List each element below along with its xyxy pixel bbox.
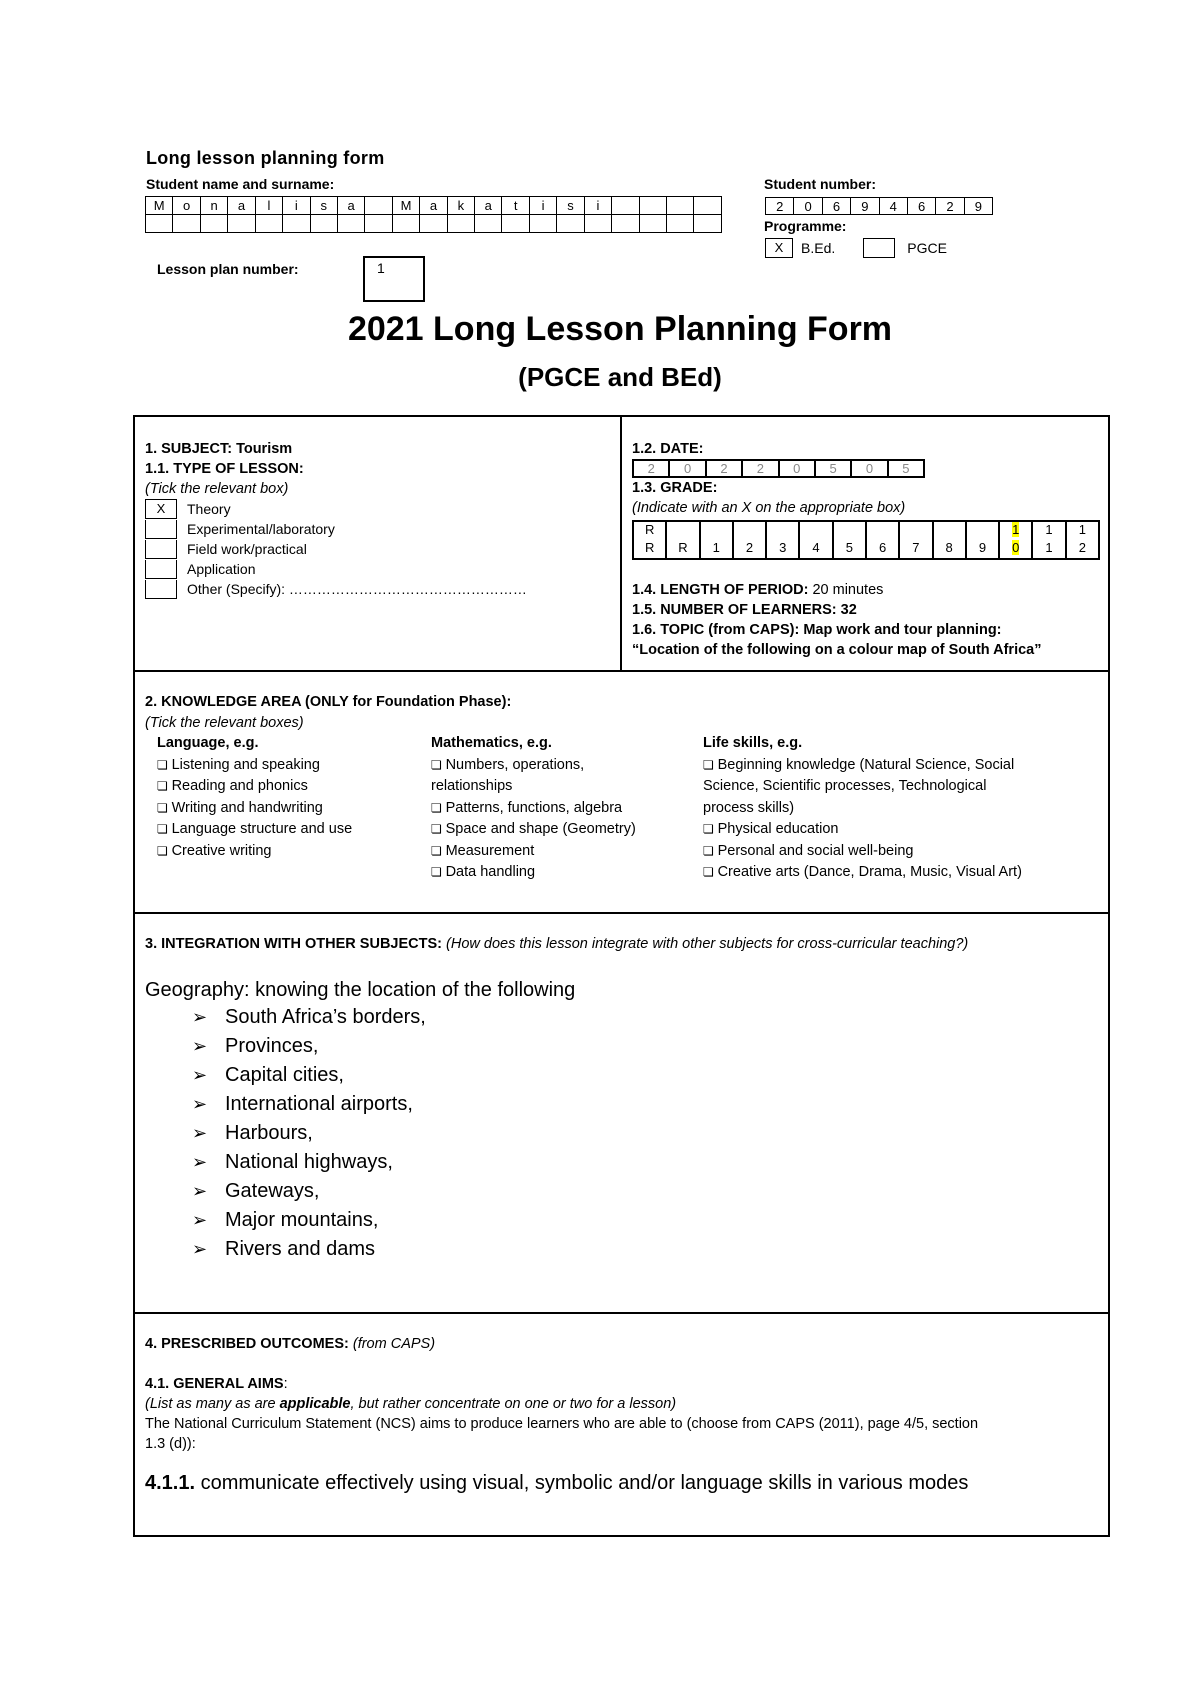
name-char-cell[interactable] xyxy=(146,215,173,233)
grade-cell[interactable]: R xyxy=(633,540,666,559)
outcomes-hint: (from CAPS) xyxy=(352,1336,436,1352)
general-aims-line xyxy=(145,1374,1108,1394)
knowledge-item-label: Listening and speaking xyxy=(171,756,320,773)
checkbox-icon[interactable]: ❏ xyxy=(431,800,446,815)
language-title: Language, e.g. xyxy=(157,735,259,751)
section-4 xyxy=(134,1313,1109,1536)
knowledge-item-label: Reading and phonics xyxy=(171,778,308,794)
checkbox-icon[interactable]: ❏ xyxy=(431,757,446,772)
knowledge-item-label: Patterns, functions, algebra xyxy=(445,799,623,816)
arrow-bullet-icon: ➢ xyxy=(192,1007,208,1028)
knowledge-item[interactable] xyxy=(703,798,1022,820)
student-number-digit[interactable]: 2 xyxy=(936,198,964,215)
integration-item xyxy=(145,1119,1108,1148)
lesson-type-label: Application xyxy=(187,561,256,577)
date-digit[interactable]: 0 xyxy=(779,460,815,477)
name-char-cell[interactable]: n xyxy=(200,197,227,215)
knowledge-item-label: Data handling xyxy=(445,864,536,880)
name-char-cell[interactable]: l xyxy=(255,197,282,215)
integration-intro: Geography: knowing the location of the following xyxy=(145,979,576,1001)
date-digit[interactable]: 5 xyxy=(888,460,924,477)
name-char-cell[interactable] xyxy=(639,215,666,233)
grade-cell[interactable] xyxy=(766,521,799,540)
knowledge-area-hint: (Tick the relevant boxes) xyxy=(145,715,304,731)
grade-cell[interactable] xyxy=(899,521,932,540)
section-1-right xyxy=(621,416,1109,671)
integration-item-label: Major mountains, xyxy=(225,1209,379,1231)
checkbox-icon[interactable]: ❏ xyxy=(703,843,718,858)
arrow-bullet-icon: ➢ xyxy=(192,1094,208,1115)
name-char-cell[interactable]: a xyxy=(337,197,364,215)
arrow-bullet-icon: ➢ xyxy=(192,1152,208,1173)
knowledge-item[interactable] xyxy=(703,776,1022,798)
programme-pgce-checkbox[interactable] xyxy=(863,238,895,258)
integration-item-label: Harbours, xyxy=(225,1122,313,1144)
grade-cell[interactable]: 1 xyxy=(700,540,733,559)
name-char-cell[interactable] xyxy=(283,215,310,233)
math-column xyxy=(431,733,636,884)
name-char-cell[interactable] xyxy=(447,215,474,233)
arrow-bullet-icon: ➢ xyxy=(192,1210,208,1231)
checkbox-icon[interactable]: ❏ xyxy=(157,843,172,858)
grade-cell[interactable]: 7 xyxy=(899,540,932,559)
knowledge-item[interactable] xyxy=(157,798,352,820)
name-char-cell[interactable] xyxy=(420,215,447,233)
knowledge-item[interactable] xyxy=(703,755,1022,777)
grade-cell[interactable]: 1 xyxy=(999,521,1032,540)
integration-heading: 3. INTEGRATION WITH OTHER SUBJECTS: xyxy=(145,936,442,952)
student-number-digit[interactable]: 4 xyxy=(879,198,907,215)
subject-label: 1. SUBJECT: xyxy=(145,441,233,457)
student-number-digit[interactable]: 6 xyxy=(907,198,935,215)
section-2 xyxy=(134,671,1109,913)
grade-grid xyxy=(632,520,1100,560)
lesson-type-checkbox[interactable] xyxy=(145,560,177,579)
integration-item xyxy=(145,1235,1108,1264)
student-name-label: Student name and surname: xyxy=(146,176,335,192)
name-char-cell[interactable]: t xyxy=(502,197,529,215)
integration-item-label: Rivers and dams xyxy=(225,1238,376,1260)
lesson-type-checkbox[interactable] xyxy=(145,580,177,599)
student-number-digit[interactable]: 0 xyxy=(794,198,822,215)
knowledge-item[interactable] xyxy=(431,798,636,820)
name-char-cell[interactable] xyxy=(173,215,200,233)
length-line xyxy=(632,580,1108,600)
grade-cell[interactable]: 3 xyxy=(766,540,799,559)
knowledge-item[interactable] xyxy=(157,755,352,777)
lesson-type-checkbox[interactable]: X xyxy=(145,499,177,519)
grade-cell[interactable]: 1 xyxy=(1032,540,1065,559)
name-char-cell[interactable] xyxy=(584,215,611,233)
name-char-cell[interactable]: M xyxy=(392,197,419,215)
name-char-cell[interactable]: a xyxy=(228,197,255,215)
grade-cell[interactable] xyxy=(866,521,899,540)
arrow-bullet-icon: ➢ xyxy=(192,1239,208,1260)
lesson-type-hint: (Tick the relevant box) xyxy=(145,481,289,497)
name-char-cell[interactable] xyxy=(557,215,584,233)
student-number-digit[interactable]: 9 xyxy=(851,198,879,215)
grade-cell[interactable]: R xyxy=(633,521,666,540)
student-number-grid xyxy=(765,197,993,215)
student-number-digit[interactable]: 2 xyxy=(766,198,794,215)
knowledge-item-label: Numbers, operations, xyxy=(445,756,585,773)
lesson-plan-number-box[interactable] xyxy=(363,256,425,302)
form-short-title: Long lesson planning form xyxy=(146,148,385,168)
integration-item xyxy=(145,1032,1108,1061)
checkbox-icon[interactable]: ❏ xyxy=(157,757,172,772)
name-char-cell[interactable] xyxy=(337,215,364,233)
grade-cell[interactable]: 5 xyxy=(833,540,866,559)
integration-item xyxy=(145,1090,1108,1119)
checkbox-icon[interactable]: ❏ xyxy=(703,865,718,879)
grade-cell[interactable] xyxy=(666,521,699,540)
subject-value: Tourism xyxy=(236,441,293,457)
section-1-left xyxy=(134,416,621,671)
grade-cell[interactable]: 2 xyxy=(1066,540,1099,559)
student-name-grid xyxy=(145,196,722,233)
integration-item xyxy=(145,1206,1108,1235)
name-char-cell[interactable]: M xyxy=(146,197,173,215)
name-char-cell[interactable] xyxy=(694,215,722,233)
knowledge-item[interactable] xyxy=(157,776,352,798)
integration-list xyxy=(145,1003,1108,1264)
date-digit[interactable]: 2 xyxy=(633,460,669,477)
integration-item xyxy=(145,1003,1108,1032)
name-char-cell[interactable] xyxy=(639,197,666,215)
name-char-cell[interactable] xyxy=(694,197,722,215)
checkbox-icon[interactable]: ❏ xyxy=(431,843,446,858)
date-digit[interactable]: 0 xyxy=(851,460,887,477)
general-aims-label: 4.1. GENERAL AIMS xyxy=(145,1376,284,1392)
arrow-bullet-icon: ➢ xyxy=(192,1123,208,1144)
name-char-cell[interactable] xyxy=(529,215,556,233)
grade-cell[interactable]: R xyxy=(666,540,699,559)
aims-hint-b: applicable xyxy=(279,1396,351,1412)
integration-item-label: Provinces, xyxy=(225,1035,319,1057)
name-char-cell[interactable]: i xyxy=(584,197,611,215)
knowledge-item-label: Creative arts (Dance, Drama, Music, Visual Art) xyxy=(717,864,1022,880)
programme-bed-checkbox[interactable]: X xyxy=(765,238,793,258)
lesson-type-label: Experimental/laboratory xyxy=(187,521,335,537)
knowledge-item[interactable] xyxy=(431,841,636,863)
knowledge-item-label: Beginning knowledge (Natural Science, Social xyxy=(717,756,1015,773)
name-char-cell[interactable]: s xyxy=(557,197,584,215)
lesson-type-label: 1.1. TYPE OF LESSON: xyxy=(145,461,304,477)
checkbox-icon[interactable]: ❏ xyxy=(157,779,172,793)
checkbox-icon[interactable]: ❏ xyxy=(157,822,172,836)
name-char-cell[interactable] xyxy=(228,215,255,233)
general-aims-hint xyxy=(145,1394,1108,1414)
knowledge-item-label: Science, Scientific processes, Technological xyxy=(703,778,987,794)
outcomes-heading: 4. PRESCRIBED OUTCOMES: xyxy=(145,1336,349,1352)
knowledge-item-label: Physical education xyxy=(717,821,839,837)
lesson-type-list xyxy=(145,499,620,599)
learners-label: 1.5. NUMBER OF LEARNERS: xyxy=(632,602,837,618)
grade-cell[interactable]: 9 xyxy=(966,540,999,559)
lesson-type-checkbox[interactable] xyxy=(145,520,177,539)
integration-item-label: South Africa’s borders, xyxy=(225,1006,426,1028)
student-number-label: Student number: xyxy=(764,176,876,192)
name-char-cell[interactable]: i xyxy=(529,197,556,215)
name-char-cell[interactable] xyxy=(365,197,392,215)
learners-line xyxy=(632,600,1108,620)
knowledge-item[interactable] xyxy=(157,819,352,841)
grade-cell[interactable] xyxy=(733,521,766,540)
name-char-cell[interactable] xyxy=(475,215,502,233)
grade-cell[interactable]: 8 xyxy=(933,540,966,559)
student-number-digit[interactable]: 6 xyxy=(822,198,850,215)
knowledge-item[interactable] xyxy=(703,841,1022,863)
integration-heading-line xyxy=(145,934,1108,954)
knowledge-item-label: Language structure and use xyxy=(171,821,353,837)
lesson-plan-number: 1 xyxy=(377,260,385,276)
programme-label: Programme: xyxy=(764,218,847,234)
grade-cell[interactable] xyxy=(966,521,999,540)
knowledge-item[interactable] xyxy=(431,862,636,884)
integration-item xyxy=(145,1061,1108,1090)
subject-line xyxy=(145,439,620,459)
date-grid xyxy=(632,459,925,478)
date-digit[interactable]: 2 xyxy=(742,460,778,477)
knowledge-item-label: Personal and social well-being xyxy=(717,842,914,859)
grade-cell[interactable]: 4 xyxy=(799,540,832,559)
knowledge-item-label: Measurement xyxy=(445,842,535,859)
name-char-cell[interactable] xyxy=(365,215,392,233)
name-char-cell[interactable] xyxy=(255,215,282,233)
learners-value: 32 xyxy=(840,602,857,618)
math-title: Mathematics, e.g. xyxy=(431,735,552,751)
name-char-cell[interactable] xyxy=(667,215,694,233)
lesson-type-option[interactable] xyxy=(145,519,620,539)
integration-item xyxy=(145,1177,1108,1206)
grade-cell[interactable]: 2 xyxy=(733,540,766,559)
name-char-cell[interactable] xyxy=(392,215,419,233)
aim-text: communicate effectively using visual, symbolic and/or language skills in various modes xyxy=(200,1472,969,1494)
integration-hint: (How does this lesson integrate with other subjects for cross-curricular teaching?) xyxy=(446,936,969,952)
lesson-type-option[interactable] xyxy=(145,579,620,599)
name-char-cell[interactable]: k xyxy=(447,197,474,215)
name-char-cell[interactable] xyxy=(612,197,639,215)
aims-hint-c: , but rather concentrate on one or two for a lesson) xyxy=(350,1396,677,1412)
grade-cell[interactable]: 0 xyxy=(999,540,1032,559)
outcomes-heading-line xyxy=(145,1334,1108,1354)
integration-item-label: International airports, xyxy=(225,1093,413,1115)
name-char-cell[interactable]: i xyxy=(283,197,310,215)
lesson-form-table xyxy=(133,415,1110,1537)
grade-label: 1.3. GRADE: xyxy=(632,480,718,496)
date-label: 1.2. DATE: xyxy=(632,441,704,457)
page-subtitle: (PGCE and BEd) xyxy=(518,362,722,392)
checkbox-icon[interactable]: ❏ xyxy=(431,822,446,836)
aim-number: 4.1.1. xyxy=(145,1472,196,1494)
name-char-cell[interactable]: s xyxy=(310,197,337,215)
arrow-bullet-icon: ➢ xyxy=(192,1065,208,1086)
ncs-text-line2: 1.3 (d)): xyxy=(145,1436,196,1452)
knowledge-item[interactable] xyxy=(703,819,1022,841)
checkbox-icon[interactable]: ❏ xyxy=(431,865,446,879)
checkbox-icon[interactable]: ❏ xyxy=(703,822,718,836)
lesson-type-option[interactable] xyxy=(145,539,620,559)
knowledge-item[interactable] xyxy=(703,862,1022,884)
lesson-type-option[interactable] xyxy=(145,499,620,519)
student-number-digit[interactable]: 9 xyxy=(964,198,992,215)
topic-value-line2: “Location of the following on a colour map of South Africa” xyxy=(632,642,1042,658)
topic-line xyxy=(632,620,1108,640)
knowledge-item-label: process skills) xyxy=(703,799,795,816)
topic-value-line1: Map work and tour planning: xyxy=(803,622,1002,638)
lesson-type-label: Other (Specify): …………………………………………… xyxy=(187,581,527,597)
grade-cell[interactable] xyxy=(933,521,966,540)
grade-cell[interactable]: 1 xyxy=(1066,521,1099,540)
language-column xyxy=(157,733,352,862)
life-skills-title: Life skills, e.g. xyxy=(703,735,803,751)
name-char-cell[interactable]: a xyxy=(475,197,502,215)
ncs-text-line1: The National Curriculum Statement (NCS) aims to produce learners who are able to (choose from CAPS (2011), page 4/5, section xyxy=(145,1416,979,1432)
date-digit[interactable]: 0 xyxy=(669,460,705,477)
checkbox-icon[interactable]: ❏ xyxy=(703,757,718,772)
page-title: 2021 Long Lesson Planning Form xyxy=(347,310,893,348)
lesson-type-label: Theory xyxy=(187,501,231,517)
section-3 xyxy=(134,913,1109,1313)
arrow-bullet-icon: ➢ xyxy=(192,1036,208,1057)
programme-options xyxy=(765,238,947,258)
grade-hint: (Indicate with an X on the appropriate box) xyxy=(632,500,906,516)
aims-hint-a: (List as many as are xyxy=(145,1396,280,1412)
name-char-cell[interactable] xyxy=(310,215,337,233)
lesson-type-option[interactable] xyxy=(145,559,620,579)
aim-line xyxy=(145,1470,1108,1496)
name-char-cell[interactable] xyxy=(667,197,694,215)
knowledge-item-label: Creative writing xyxy=(171,842,272,859)
name-char-cell[interactable] xyxy=(502,215,529,233)
knowledge-item[interactable] xyxy=(431,819,636,841)
checkbox-icon[interactable]: ❏ xyxy=(157,800,172,815)
integration-item-label: Gateways, xyxy=(225,1180,320,1202)
knowledge-item[interactable] xyxy=(157,841,352,863)
knowledge-item[interactable] xyxy=(431,755,636,777)
knowledge-item-label: relationships xyxy=(431,778,513,794)
name-char-cell[interactable] xyxy=(200,215,227,233)
programme-pgce-label: PGCE xyxy=(907,240,947,256)
name-char-cell[interactable]: a xyxy=(420,197,447,215)
lesson-type-label: Field work/practical xyxy=(187,541,307,557)
grade-cell[interactable] xyxy=(833,521,866,540)
topic-label: 1.6. TOPIC (from CAPS): xyxy=(632,622,800,638)
knowledge-item[interactable] xyxy=(431,776,636,798)
date-digit[interactable]: 2 xyxy=(706,460,742,477)
grade-cell[interactable] xyxy=(799,521,832,540)
general-aims-colon: : xyxy=(283,1376,288,1392)
knowledge-item-label: Space and shape (Geometry) xyxy=(445,821,636,837)
date-digit[interactable]: 5 xyxy=(815,460,851,477)
name-char-cell[interactable]: o xyxy=(173,197,200,215)
name-char-cell[interactable] xyxy=(612,215,639,233)
knowledge-item-label: Writing and handwriting xyxy=(171,799,323,816)
lesson-type-checkbox[interactable] xyxy=(145,540,177,559)
life-skills-column xyxy=(703,733,1022,884)
arrow-bullet-icon: ➢ xyxy=(192,1181,208,1202)
grade-cell[interactable] xyxy=(700,521,733,540)
integration-item-label: Capital cities, xyxy=(225,1064,344,1086)
integration-item xyxy=(145,1148,1108,1177)
length-label: 1.4. LENGTH OF PERIOD: xyxy=(632,582,809,598)
grade-cell[interactable]: 6 xyxy=(866,540,899,559)
length-value: 20 minutes xyxy=(812,582,884,598)
grade-cell[interactable]: 1 xyxy=(1032,521,1065,540)
programme-bed-label: B.Ed. xyxy=(801,240,836,256)
knowledge-area-heading: 2. KNOWLEDGE AREA (ONLY for Foundation Phase): xyxy=(145,694,512,710)
lesson-plan-label: Lesson plan number: xyxy=(157,261,299,277)
integration-item-label: National highways, xyxy=(225,1151,393,1173)
